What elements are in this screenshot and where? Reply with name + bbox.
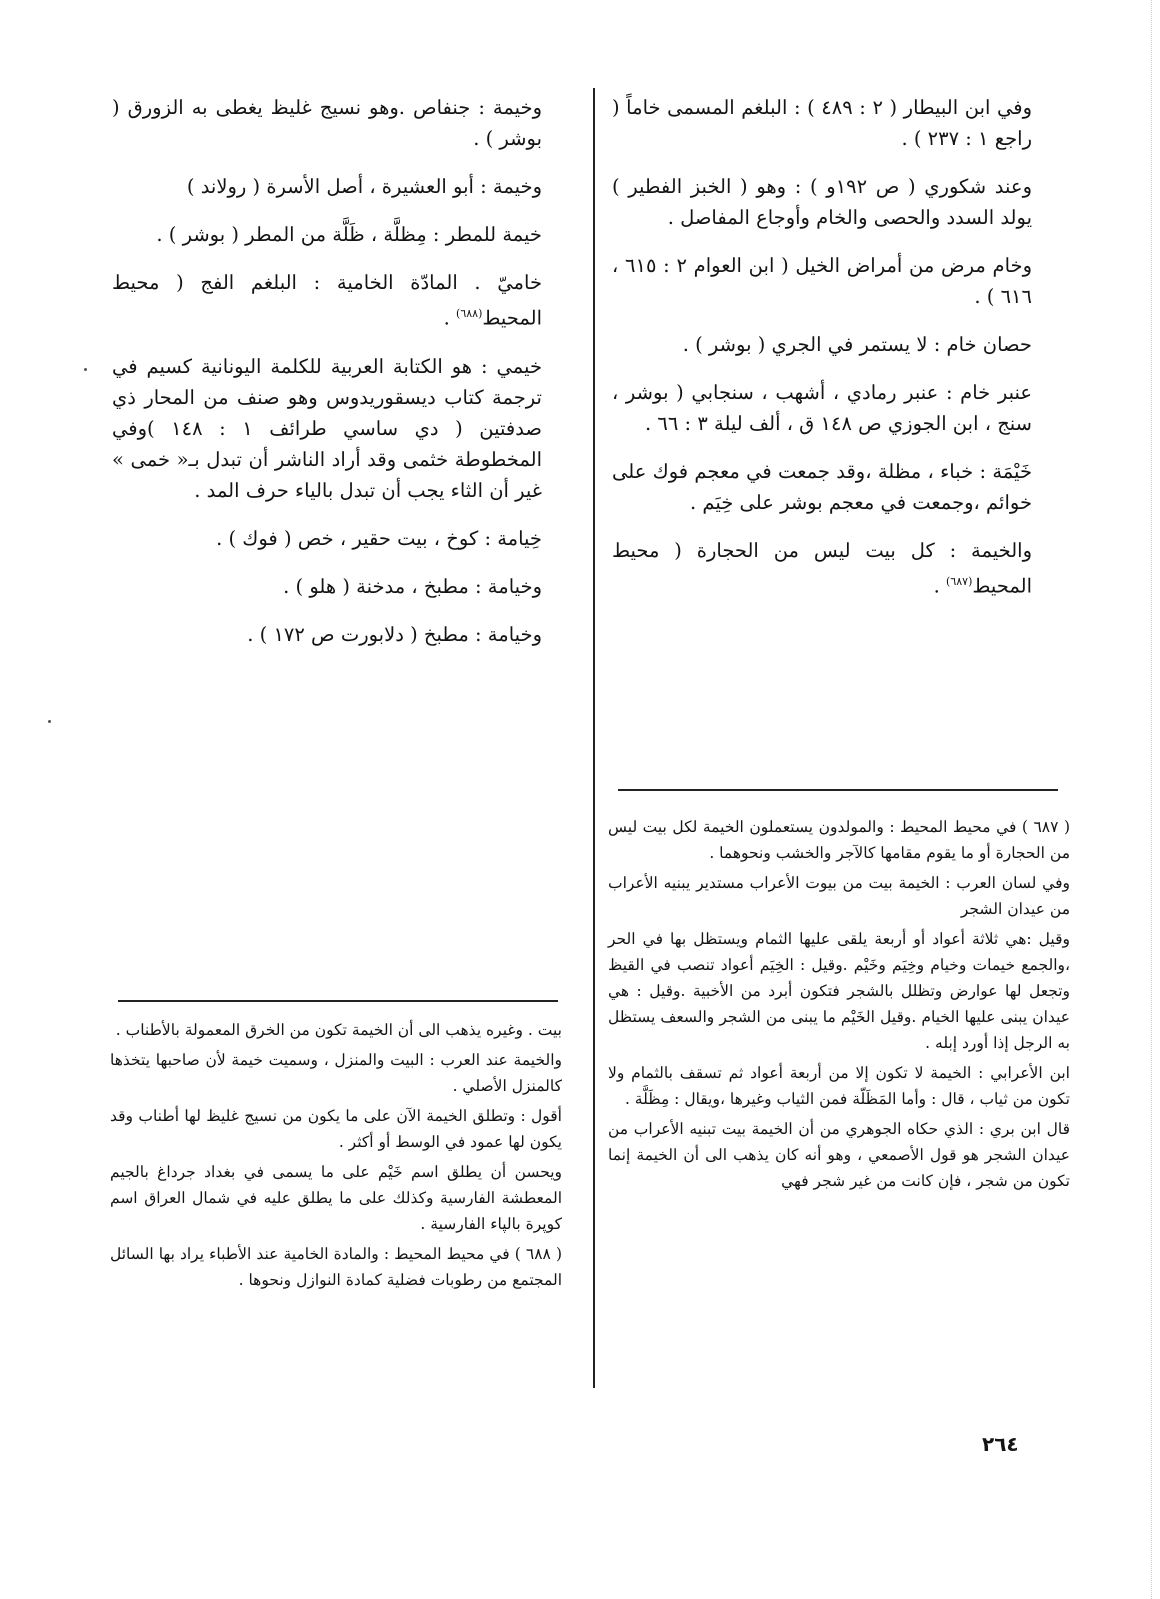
entry-text: خاميّ . المادّة الخامية : البلغم الفج ( محيط المحيط bbox=[112, 271, 542, 330]
footnote-lisan-al-arab bbox=[608, 870, 1070, 922]
scan-speck bbox=[48, 720, 51, 723]
entry-text: وخام مرض من أمراض الخيل ( ابن العوام ٢ : ٦١٥ ، ٦١٦ ) . bbox=[612, 254, 1033, 308]
footnote-text: قال ابن بري : الذي حكاه الجوهري من أن الخيمة بيت تبنيه الأعراب من عيدان الشجر هو قول الأصمعي ، وهو أنه كان يذهب الى أن الخيمة إنما تكون من شجر ، فإن كانت من غير شجر فهي bbox=[608, 1120, 1070, 1190]
footnote-688 bbox=[110, 1241, 562, 1293]
footnote-ref-687: (٦٨٧) bbox=[946, 575, 973, 588]
entry-text: وعند شكوري ( ص ١٩٢و ) : وهو ( الخبز الفطير ) يولد السدد والحصى والخام وأوجاع المفاصل . bbox=[612, 175, 1032, 229]
footnote-ref-688: (٦٨٨) bbox=[456, 307, 483, 320]
footnote-aqulu bbox=[110, 1103, 562, 1155]
scan-speck bbox=[84, 368, 87, 371]
footnote-text: والخيمة عند العرب : البيت والمنزل ، وسميت خيمة لأن صاحبها يتخذها كالمنزل الأصلي . bbox=[110, 1051, 562, 1095]
footnote-text: بيت . وغيره يذهب الى أن الخيمة تكون من الخرق المعمولة بالأطناب . bbox=[115, 1021, 562, 1039]
entry-hisan-khaam bbox=[612, 329, 1032, 360]
entry-khayma-canvas bbox=[112, 92, 542, 154]
footnote-khayma-arabs bbox=[110, 1047, 562, 1099]
footnotes-right bbox=[608, 814, 1070, 1198]
footnote-qila bbox=[608, 926, 1070, 1056]
entry-khiyama-hut bbox=[112, 523, 542, 554]
entry-text: وخيامة : مطبخ ( دلابورت ص ١٧٢ ) . bbox=[247, 622, 542, 646]
entry-text: خِيامة : كوخ ، بيت حقير ، خص ( فوك ) . bbox=[216, 526, 542, 550]
entry-khayma-clan bbox=[112, 171, 542, 202]
footnote-continued bbox=[110, 1017, 562, 1043]
scan-edge-line bbox=[1150, 0, 1152, 1599]
footnote-ibn-al-arabi bbox=[608, 1060, 1070, 1112]
footnote-text: ويحسن أن يطلق اسم خَيْم على ما يسمى في بغداد جرداغ بالجيم المعطشة الفارسية وكذلك على ما يطلق عليه في شمال العراق اسم كوپرة بالپاء الفارسية . bbox=[110, 1163, 562, 1233]
entry-text: خيمي : هو الكتابة العربية للكلمة اليونانية كسيم في ترجمة كتاب ديسقوريدوس وهو صنف من المحار ذي صدفتين ( دي ساسي طرائف ١ : ١٤٨ )وفي المخطوطة خثمى وقد أراد الناشر أن تبدل بـ« خمى » غير أن الثاء يجب أن تبدل بالياء حرف المد . bbox=[112, 354, 542, 502]
footnote-text: وفي لسان العرب : الخيمة بيت من بيوت الأعراب مستدير يبنيه الأعراب من عيدان الشجر bbox=[608, 874, 1070, 918]
footnote-separator-left bbox=[118, 1000, 558, 1002]
entry-khayma bbox=[612, 456, 1032, 518]
entry-khiyama-kitchen bbox=[112, 571, 542, 602]
entry-shakuri bbox=[612, 171, 1032, 233]
entry-text-tail: . bbox=[443, 306, 457, 330]
entry-text: عنبر خام : عنبر رمادي ، أشهب ، سنجابي ( بوشر ، سنج ، ابن الجوزي ص ١٤٨ ق ، ألف ليلة ٣ : ٦٦ . bbox=[612, 381, 1032, 435]
entry-khaam-horse-disease bbox=[612, 250, 1032, 312]
entry-text: خيمة للمطر : مِظلَّة ، ظَلَّة من المطر ( بوشر ) . bbox=[156, 223, 542, 246]
footnote-text: ابن الأعرابي : الخيمة لا تكون إلا من أربعة أعواد ثم تسقف بالثمام ولا تكون من ثياب ، قال : وأما المَظَلّة فمن الثياب وغيرها ،ويقال : مِظَلَّة . bbox=[608, 1064, 1070, 1108]
footnote-text: أقول : وتطلق الخيمة الآن على ما يكون من نسيج غليظ لها أطناب وقد يكون لها عمود في الوسط أو أكثر . bbox=[110, 1107, 562, 1151]
left-column bbox=[112, 92, 542, 667]
entry-text: وفي ابن البيطار ( ٢ : ٤٨٩ ) : البلغم المسمى خاماً ( راجع ١ : ٢٣٧ ) . bbox=[612, 96, 1033, 150]
entry-text: حصان خام : لا يستمر في الجري ( بوشر ) . bbox=[682, 333, 1032, 356]
entry-text-tail: . bbox=[933, 574, 947, 598]
footnote-separator-right bbox=[618, 789, 1058, 791]
right-column bbox=[612, 92, 1032, 619]
entry-khaymi bbox=[112, 351, 542, 506]
entry-text: خَيْمَة : خباء ، مظلة ،وقد جمعت في معجم فوك على خوائم ،وجمعت في معجم بوشر على خِيَم . bbox=[612, 460, 1032, 514]
entry-al-khayma bbox=[612, 535, 1032, 602]
column-divider bbox=[593, 88, 595, 1388]
entry-anbar-khaam bbox=[612, 377, 1032, 439]
entry-text: والخيمة : كل بيت ليس من الحجارة ( محيط المحيط bbox=[612, 539, 1032, 598]
footnote-ibn-barri bbox=[608, 1116, 1070, 1194]
entry-khami bbox=[112, 267, 542, 334]
footnote-text: ( ٦٨٧ ) في محيط المحيط : والمولدون يستعملون الخيمة لكل بيت ليس من الحجارة أو ما يقوم مقامها كالآجر والخشب ونحوهما . bbox=[608, 818, 1070, 862]
footnote-yahsun bbox=[110, 1159, 562, 1237]
footnote-text: وقيل :هي ثلاثة أعواد أو أربعة يلقى عليها الثمام ويستظل بها في الحر ،والجمع خيمات وخيام وخِيَم وخَيْم .وقيل : الخِيَم أعواد تنصب في القيظ وتجعل لها عوارض وتظلل بالشجر فتكون أبرد من الأخبية .وقيل : هي عيدان يبنى عليها الخيام .وقيل الخَيْم ما يبنى من الشجر والسعف يستظل به الرجل إذا أورد إبله . bbox=[608, 930, 1070, 1052]
footnote-text: ( ٦٨٨ ) في محيط المحيط : والمادة الخامية عند الأطباء يراد بها السائل المجتمع من رطوبات فضلية كمادة النوازل ونحوها . bbox=[110, 1245, 562, 1289]
entry-text: وخيمة : أبو العشيرة ، أصل الأسرة ( رولاند ) bbox=[186, 175, 542, 198]
page-number: ٢٦٤ bbox=[982, 1432, 1019, 1456]
entry-text: وخيمة : جنفاص .وهو نسيج غليظ يغطى به الزورق ( بوشر ) . bbox=[112, 96, 542, 150]
footnote-687 bbox=[608, 814, 1070, 866]
entry-ibn-albaytar bbox=[612, 92, 1032, 154]
entry-text: وخيامة : مطبخ ، مدخنة ( هلو ) . bbox=[283, 574, 542, 598]
footnotes-left bbox=[110, 1017, 562, 1297]
entry-khiyama-kitchen-2 bbox=[112, 619, 542, 650]
entry-khayma-umbrella bbox=[112, 219, 542, 250]
